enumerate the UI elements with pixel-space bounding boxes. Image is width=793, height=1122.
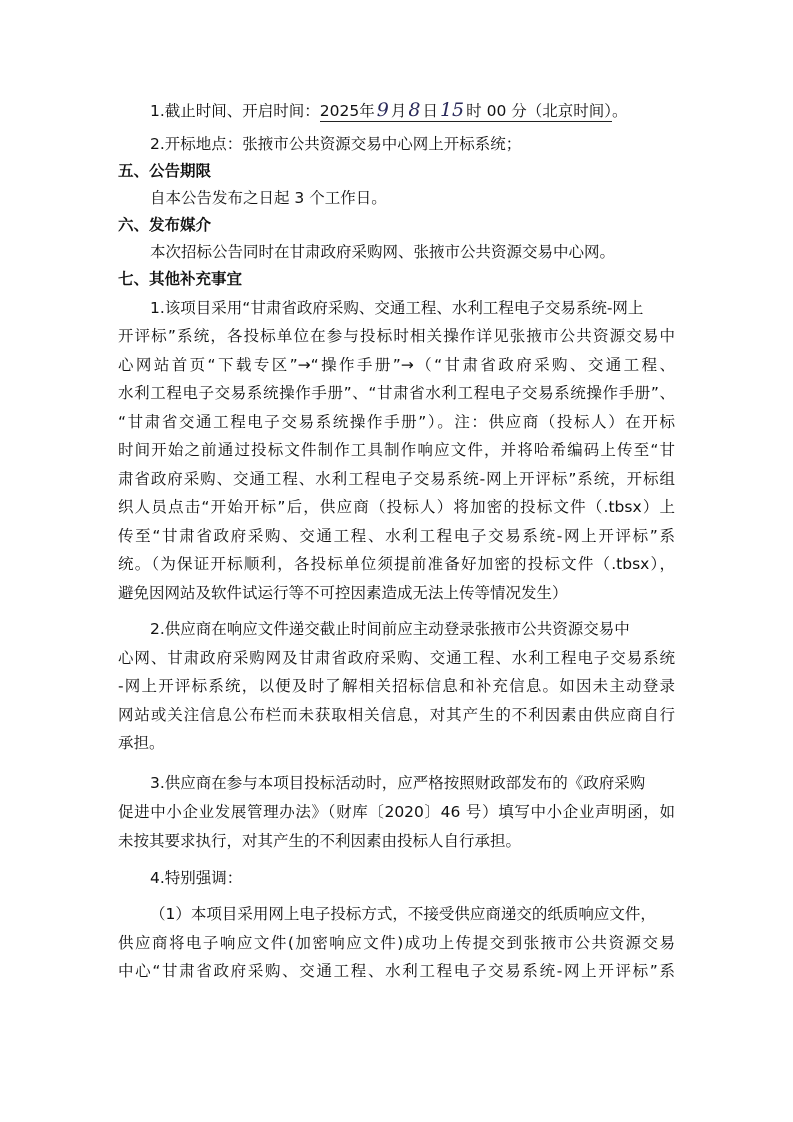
para-3-line-3: 未按其要求执行，对其产生的不利因素由投标人自行承担。 (118, 832, 522, 850)
para-1-line-6: 时间开始之前通过投标文件制作工具制作响应文件，并将哈希编码上传至“甘 (118, 441, 675, 459)
para-5-line-3: 中心“甘肃省政府采购、交通工程、水利工程电子交易系统-网上开评标”系 (118, 962, 675, 980)
para-2-line-4: 网站或关注信息公布栏而未获取相关信息，对其产生的不利因素由供应商自行 (118, 706, 675, 724)
para-2-line-3: -网上开评标系统，以便及时了解相关招标信息和补充信息。如因未主动登录 (118, 677, 675, 695)
period: 。 (611, 102, 628, 120)
para-1-line-1: 1.该项目采用“甘肃省政府采购、交通工程、水利工程电子交易系统-网上 (150, 299, 644, 317)
section-7-heading: 七、其他补充事宜 (118, 270, 243, 288)
para-1-line-10: 统。（为保证开标顺利，各投标单位须提前准备好加密的投标文件（.tbsx）， (118, 555, 675, 573)
para-5-line-1: （1）本项目采用网上电子投标方式，不接受供应商递交的纸质响应文件， (150, 905, 656, 923)
day-unit: 日 (422, 102, 438, 120)
section-6-text: 本次招标公告同时在甘肃政府采购网、张掖市公共资源交易中心网。 (150, 243, 616, 261)
para-1-line-11: 避免因网站及软件试运行等不可控因素造成无法上传等情况发生） (118, 584, 568, 602)
para-2-line-2: 心网、甘肃政府采购网及甘肃省政府采购、交通工程、水利工程电子交易系统 (118, 649, 675, 667)
section-6-heading: 六、发布媒介 (118, 216, 212, 234)
para-1-line-8: 织人员点击“开始开标”后，供应商（投标人）将加密的投标文件（.tbsx）上 (118, 498, 675, 516)
para-1-line-7: 肃省政府采购、交通工程、水利工程电子交易系统-网上开评标”系统，开标组 (118, 470, 675, 488)
handwritten-day: 8 (408, 99, 421, 121)
para-1-line-2: 开评标”系统，各投标单位在参与投标时相关操作详见张掖市公共资源交易中 (118, 327, 675, 345)
deadline-value (319, 99, 612, 122)
month-unit: 月 (390, 102, 407, 120)
handwritten-hour: 15 (439, 99, 465, 121)
para-1-line-9: 传至“甘肃省政府采购、交通工程、水利工程电子交易系统-网上开评标”系 (118, 527, 675, 545)
para-5-line-2: 供应商将电子响应文件(加密响应文件)成功上传提交到张掖市公共资源交易 (118, 934, 675, 952)
para-1-line-4: 水利工程电子交易系统操作手册”、“甘肃省水利工程电子交易系统操作手册”、 (118, 384, 675, 402)
para-3-line-2: 促进中小企业发展管理办法》（财库〔2020〕46 号）填写中小企业声明函，如 (118, 803, 675, 821)
section-5-text: 自本公告发布之日起 3 个工作日。 (150, 189, 387, 207)
location-line: 2.开标地点：张掖市公共资源交易中心网上开标系统； (150, 135, 522, 153)
para-4-heading: 4.特别强调： (150, 869, 243, 887)
handwritten-month: 9 (376, 99, 389, 121)
para-2-line-5: 承担。 (118, 734, 165, 752)
deadline-line (150, 100, 628, 121)
para-3-line-1: 3.供应商在参与本项目投标活动时，应严格按照财政部发布的《政府采购 (150, 774, 646, 792)
time-text: 时 00 分（北京时间） (466, 102, 612, 120)
para-1-line-5: “甘肃省交通工程电子交易系统操作手册”）。注：供应商（投标人）在开标 (118, 413, 675, 431)
para-1-line-3: 心网站首页“下载专区”→“操作手册”→（“甘肃省政府采购、交通工程、 (118, 356, 675, 374)
para-2-line-1: 2.供应商在响应文件递交截止时间前应主动登录张掖市公共资源交易中 (150, 620, 630, 638)
year-text: 2025年 (319, 102, 375, 120)
section-5-heading: 五、公告期限 (118, 162, 212, 180)
deadline-label: 1.截止时间、开启时间： (150, 102, 320, 120)
